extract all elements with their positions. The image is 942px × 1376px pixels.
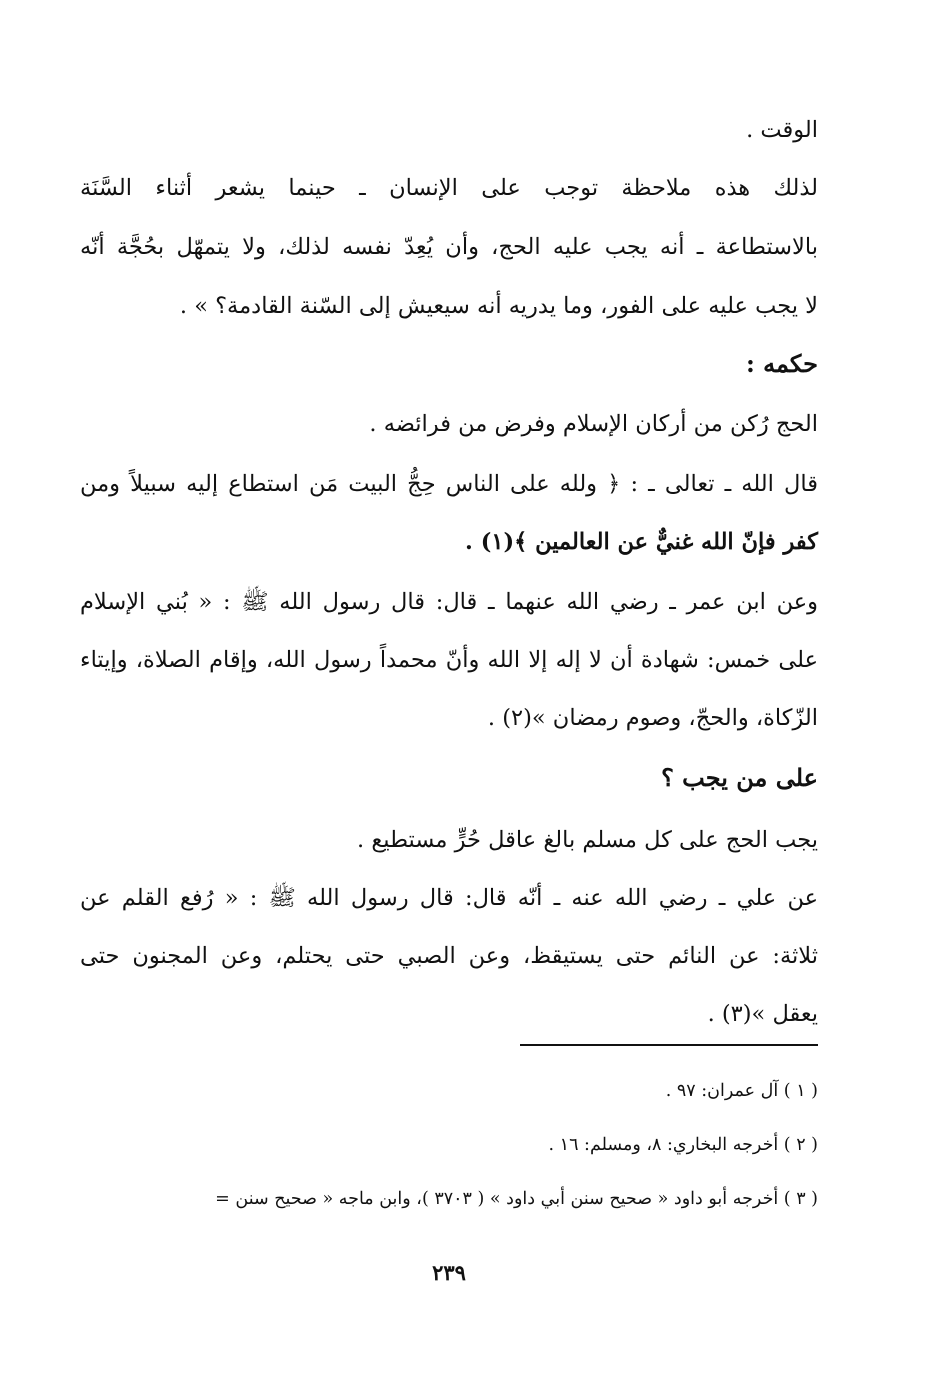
hadith-line: يعقل »(٣) . xyxy=(707,1001,818,1027)
verse-line: كفر فإنّ الله غنيٌّ عن العالمين ﴾(١) . xyxy=(465,529,818,555)
body-line: لذلك هذه ملاحظة توجب على الإنسان ـ حينما يشعر أثناء السَّنَة xyxy=(80,175,818,201)
section-heading-ruling: حكمه : xyxy=(745,349,818,378)
page-number: ٢٣٩ xyxy=(432,1260,466,1285)
section-heading-who: على من يجب ؟ xyxy=(661,763,818,792)
hadith-line: وعن ابن عمر ـ رضي الله عنهما ـ قال: قال رسول الله ﷺ : « بُني الإسلام xyxy=(80,589,818,615)
footnote-divider xyxy=(520,1044,818,1046)
footnote: ( ٣ ) أخرجه أبو داود « صحيح سنن أبي داود » ( ٣٧٠٣ )، وابن ماجه « صحيح سنن = xyxy=(215,1189,818,1209)
hadith-line: على خمس: شهادة أن لا إله إلا الله وأنّ محمداً رسول الله، وإقام الصلاة، وإيتاء xyxy=(80,647,819,673)
body-line: بالاستطاعة ـ أنه يجب عليه الحج، وأن يُعِدّ نفسه لذلك، ولا يتمهّل بحُجَّة أنّه xyxy=(80,234,818,260)
hadith-line: ثلاثة: عن النائم حتى يستيقظ، وعن الصبي حتى يحتلم، وعن المجنون حتى xyxy=(80,943,818,969)
body-line: لا يجب عليه على الفور، وما يدريه أنه سيعيش إلى السّنة القادمة؟ » . xyxy=(179,293,818,319)
hadith-line: الزّكاة، والحجّ، وصوم رمضان »(٢) . xyxy=(487,705,818,731)
footnote: ( ١ ) آل عمران: ٩٧ . xyxy=(665,1081,818,1101)
footnote: ( ٢ ) أخرجه البخاري: ٨، ومسلم: ١٦ . xyxy=(548,1135,818,1155)
book-page xyxy=(80,110,818,1340)
verse-line: قال الله ـ تعالى ـ : ﴿ ولله على الناس حِجُّ البيت مَن استطاع إليه سبيلاً ومن xyxy=(80,471,818,497)
hadith-line: عن علي ـ رضي الله عنه ـ أنّه قال: قال رسول الله ﷺ : « رُفع القلم عن xyxy=(80,885,818,911)
body-line: يجب الحج على كل مسلم بالغ عاقل حُرٍّ مستطيع . xyxy=(357,827,818,853)
body-line: الحج رُكن من أركان الإسلام وفرض من فرائضه . xyxy=(369,411,818,437)
body-line: الوقت . xyxy=(746,117,818,143)
